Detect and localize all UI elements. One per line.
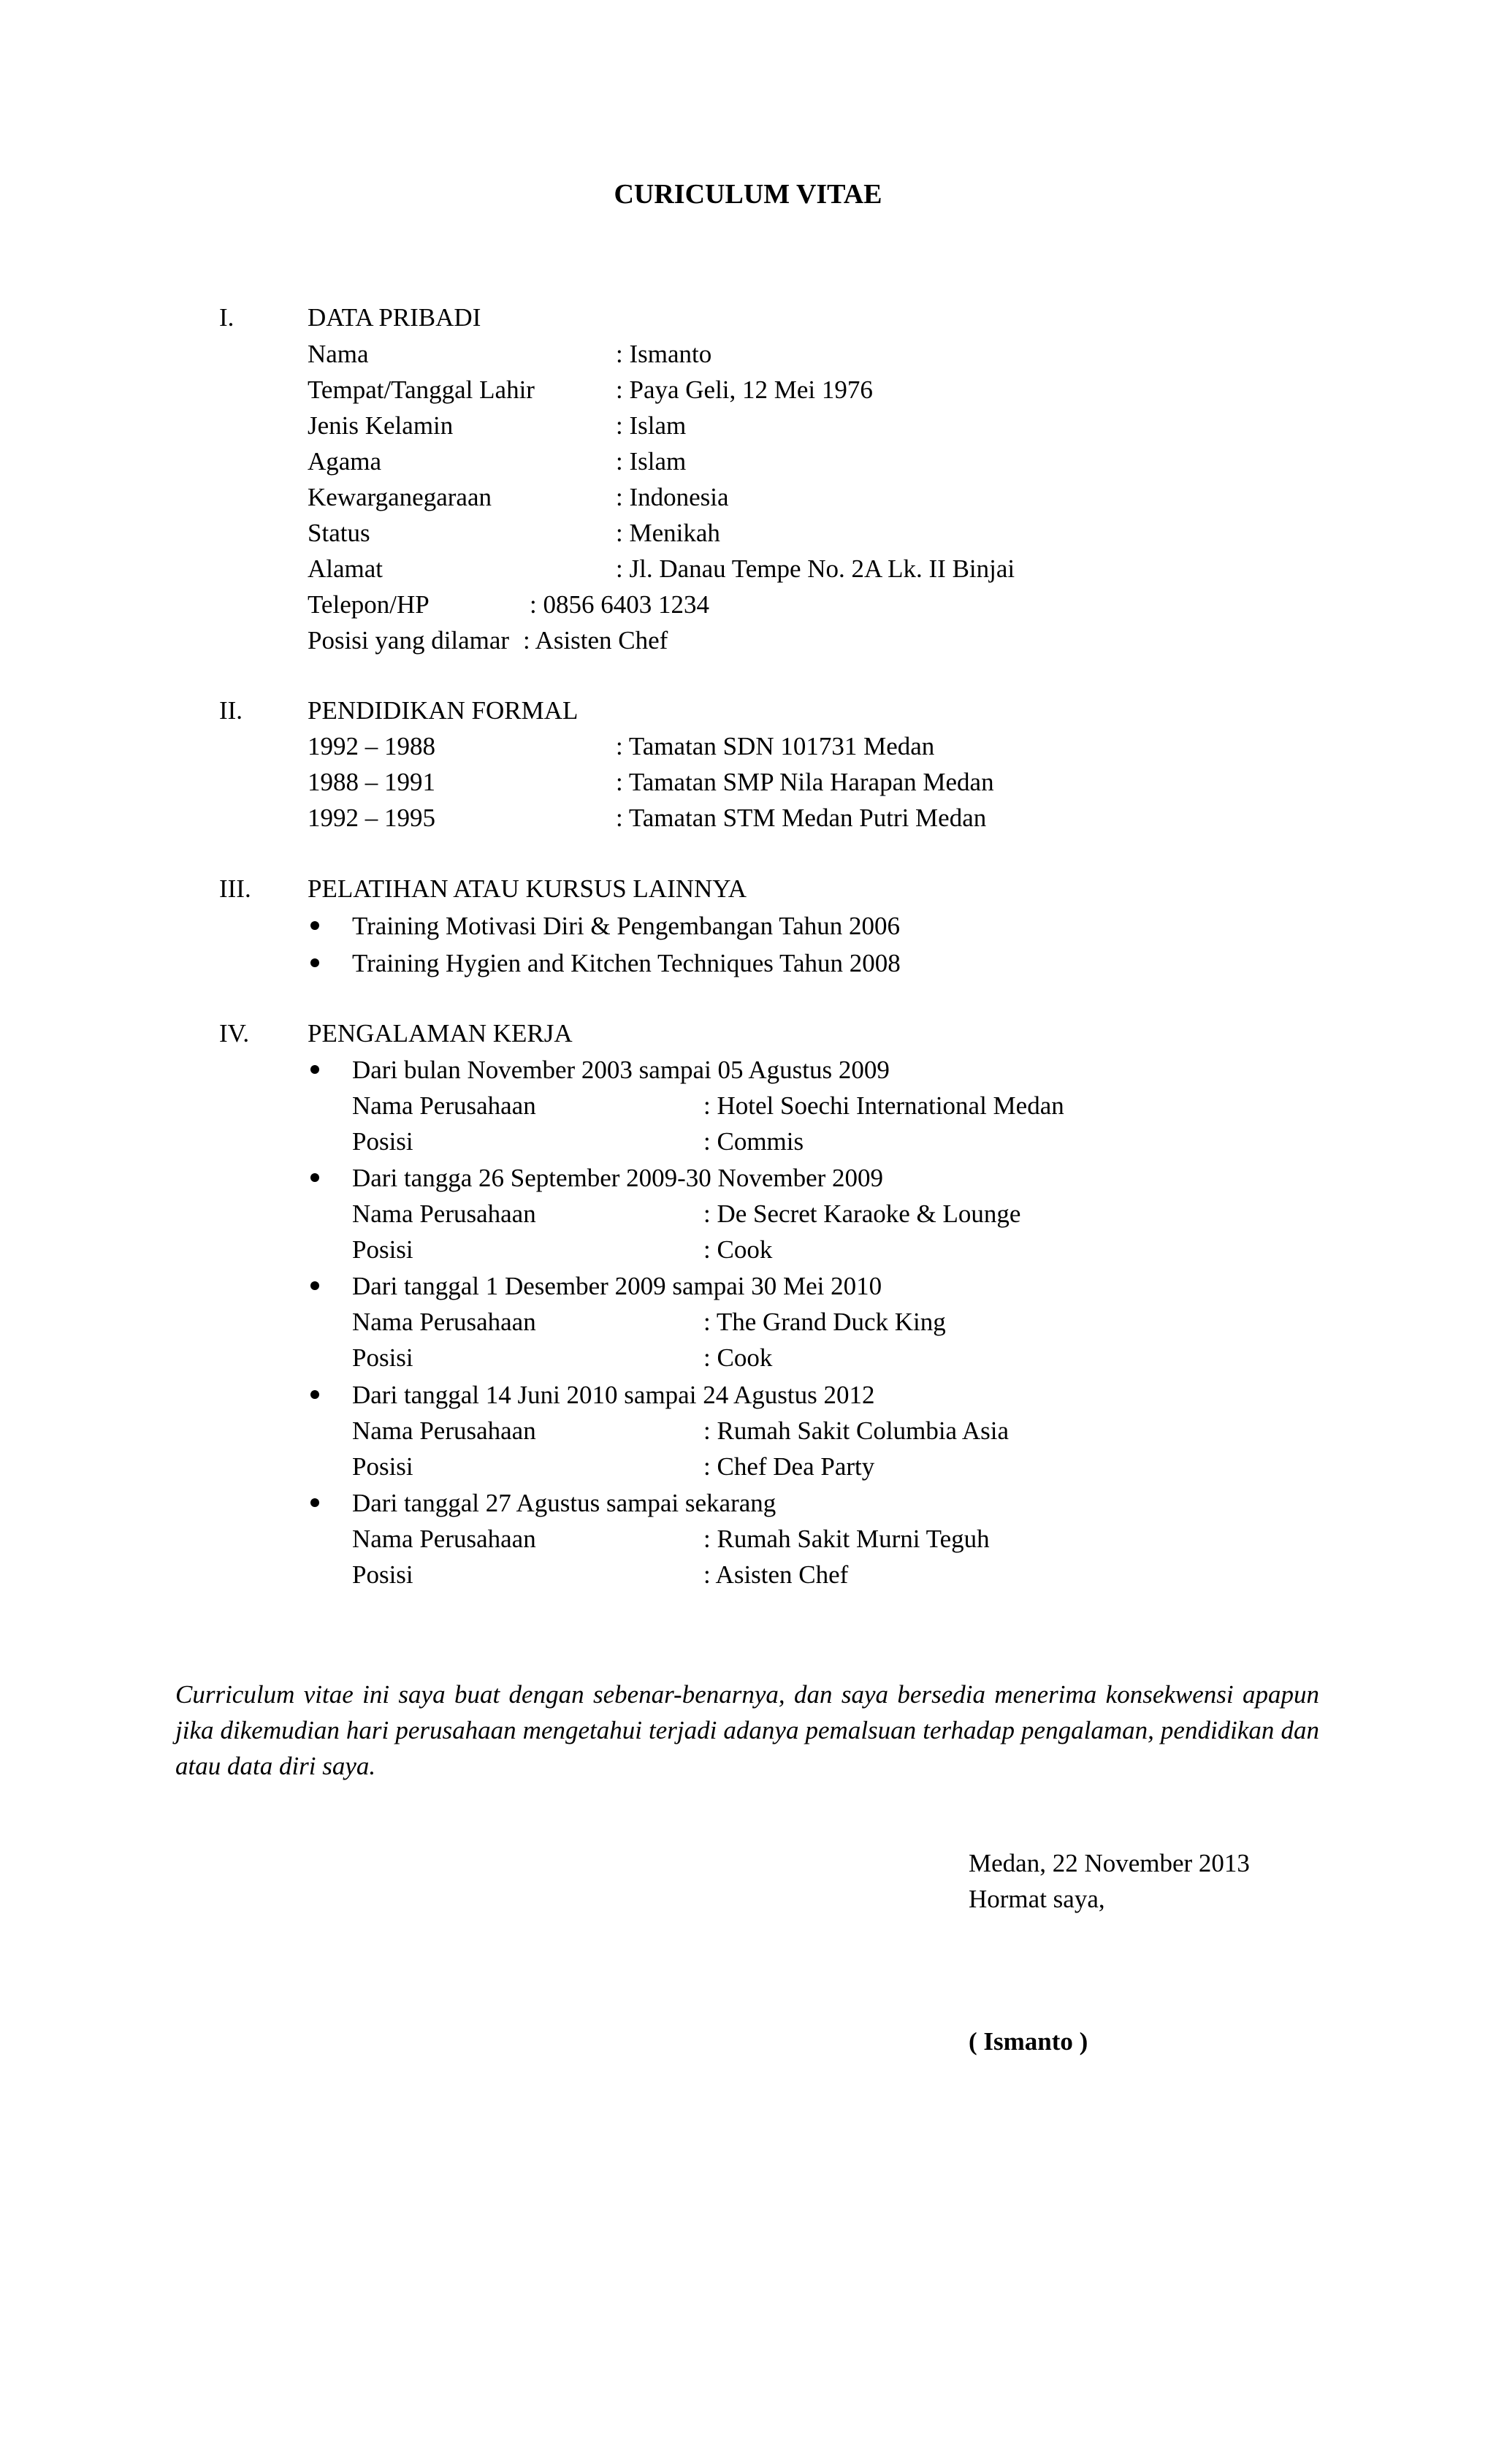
job-period: Dari tangga 26 September 2009-30 November 2009 [352, 1164, 884, 1192]
education-school: : Tamatan SMP Nila Harapan Medan [616, 768, 994, 796]
bullet-icon [310, 958, 319, 967]
bullet-icon [310, 921, 319, 930]
job-period: Dari tanggal 1 Desember 2009 sampai 30 Mei 2010 [352, 1272, 882, 1300]
bullet-icon [310, 1498, 319, 1507]
field-label: Kewarganegaraan [308, 483, 492, 511]
bullet-icon [310, 1065, 319, 1074]
closing-greeting: Hormat saya, [969, 1885, 1105, 1913]
job-position: : Commis [703, 1127, 804, 1156]
field-label: Posisi yang dilamar [308, 626, 510, 655]
section-heading-personal: DATA PRIBADI [308, 303, 481, 332]
job-company-label: Nama Perusahaan [352, 1308, 536, 1336]
field-value: : Indonesia [616, 483, 729, 511]
education-years: 1988 – 1991 [308, 768, 435, 796]
job-company-label: Nama Perusahaan [352, 1199, 536, 1228]
signatory-name: ( Ismanto ) [969, 2027, 1088, 2056]
job-position-label: Posisi [352, 1343, 413, 1372]
field-label: Alamat [308, 554, 383, 583]
training-item: Training Hygien and Kitchen Techniques Tahun 2008 [352, 949, 901, 977]
education-years: 1992 – 1995 [308, 804, 435, 832]
section-heading-training: PELATIHAN ATAU KURSUS LAINNYA [308, 874, 747, 903]
bullet-icon [310, 1173, 319, 1182]
job-company-label: Nama Perusahaan [352, 1416, 536, 1445]
field-label: Tempat/Tanggal Lahir [308, 375, 535, 404]
bullet-icon [310, 1281, 319, 1290]
field-label: Status [308, 519, 370, 547]
job-position: : Cook [703, 1235, 773, 1264]
field-value: : Menikah [616, 519, 720, 547]
education-years: 1992 – 1988 [308, 732, 435, 760]
job-company: : Rumah Sakit Murni Teguh [703, 1525, 990, 1553]
bullet-icon [310, 1390, 319, 1399]
job-period: Dari bulan November 2003 sampai 05 Agustus 2009 [352, 1056, 890, 1084]
job-position: : Asisten Chef [703, 1560, 849, 1589]
document-title: CURICULUM VITAE [614, 179, 882, 210]
section-numeral-personal: I. [219, 303, 234, 332]
job-position-label: Posisi [352, 1127, 413, 1156]
job-position-label: Posisi [352, 1560, 413, 1589]
job-company: : De Secret Karaoke & Lounge [703, 1199, 1021, 1228]
job-company: : The Grand Duck King [703, 1308, 946, 1336]
education-school: : Tamatan STM Medan Putri Medan [616, 804, 987, 832]
field-label: Jenis Kelamin [308, 411, 454, 440]
section-heading-experience: PENGALAMAN KERJA [308, 1019, 573, 1048]
declaration-statement: Curriculum vitae ini saya buat dengan sebenar-benarnya, dan saya bersedia menerima konsekwensi apapun jika dikemudian hari perusahaan mengetahui terjadi adanya pemalsuan terhadap pengalaman, pendidikan dan atau data diri saya. [175, 1680, 1319, 1780]
field-value: : Islam [616, 447, 687, 476]
job-company-label: Nama Perusahaan [352, 1525, 536, 1553]
field-value: : Paya Geli, 12 Mei 1976 [616, 375, 873, 404]
job-period: Dari tanggal 27 Agustus sampai sekarang [352, 1489, 776, 1517]
field-value: : Jl. Danau Tempe No. 2A Lk. II Binjai [616, 554, 1015, 583]
job-position: : Cook [703, 1343, 773, 1372]
field-label: Agama [308, 447, 382, 476]
job-position: : Chef Dea Party [703, 1452, 875, 1481]
section-numeral-experience: IV. [219, 1019, 250, 1048]
section-heading-education: PENDIDIKAN FORMAL [308, 696, 579, 725]
place-date: Medan, 22 November 2013 [969, 1849, 1250, 1877]
job-position-label: Posisi [352, 1235, 413, 1264]
education-school: : Tamatan SDN 101731 Medan [616, 732, 935, 760]
job-company: : Hotel Soechi International Medan [703, 1091, 1064, 1120]
field-label: Nama [308, 340, 369, 368]
field-value: : Islam [616, 411, 687, 440]
job-company-label: Nama Perusahaan [352, 1091, 536, 1120]
section-numeral-training: III. [219, 874, 251, 903]
job-company: : Rumah Sakit Columbia Asia [703, 1416, 1010, 1445]
job-period: Dari tanggal 14 Juni 2010 sampai 24 Agustus 2012 [352, 1381, 875, 1409]
field-value: : Ismanto [616, 340, 712, 368]
job-position-label: Posisi [352, 1452, 413, 1481]
field-label: Telepon/HP [308, 590, 430, 619]
field-value: : Asisten Chef [523, 626, 668, 655]
section-numeral-education: II. [219, 696, 243, 725]
field-value: : 0856 6403 1234 [530, 590, 709, 619]
training-item: Training Motivasi Diri & Pengembangan Tahun 2006 [352, 912, 901, 940]
